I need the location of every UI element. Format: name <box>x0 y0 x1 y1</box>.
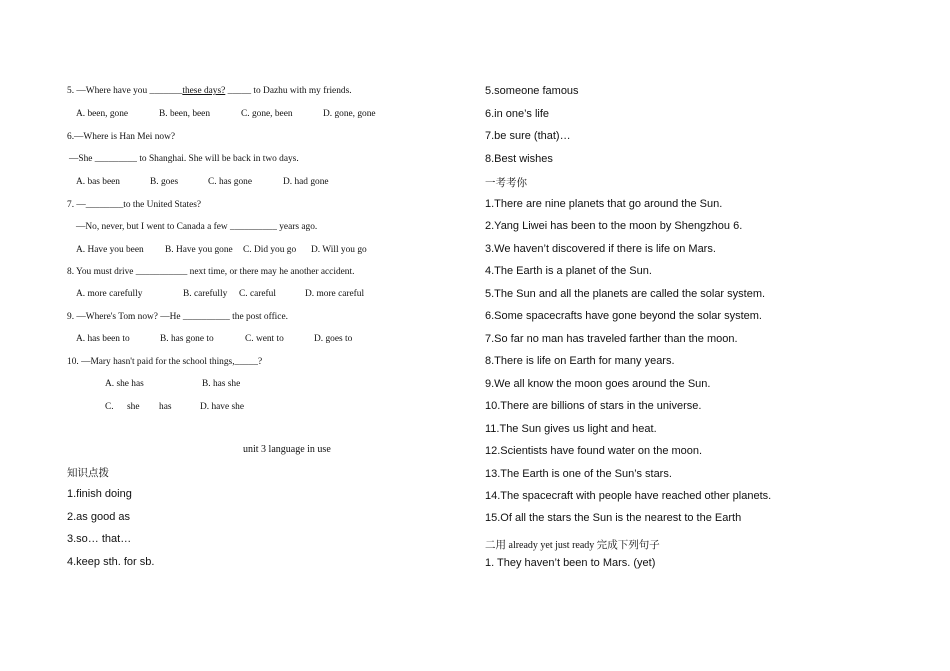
question-6-line-2: —She _________ to Shanghai. She will be back in two days. <box>69 154 299 164</box>
question-8-option-d: D. more careful <box>305 289 365 299</box>
question-5-option-d: D. gone, gone <box>323 109 376 119</box>
question-6-option-c: C. has gone <box>208 177 253 187</box>
statement-11: 11.The Sun gives us light and heat. <box>485 423 657 435</box>
point-4: 4.keep sth. for sb. <box>67 556 155 568</box>
question-5-option-b: B. been, been <box>159 109 211 119</box>
question-10-option-c-word-2: has <box>159 402 172 412</box>
statement-15: 15.Of all the stars the Sun is the nearest to the Earth <box>485 512 742 524</box>
question-8-option-a: A. more carefully <box>76 289 143 299</box>
statement-12: 12.Scientists have found water on the moon. <box>485 445 703 457</box>
unit-title: unit 3 language in use <box>243 444 331 455</box>
question-9-option-b: B. has gone to <box>160 334 214 344</box>
question-7-line-2: —No, never, but I went to Canada a few __________ years ago. <box>76 222 318 232</box>
statement-2: 2.Yang Liwei has been to the moon by Shengzhou 6. <box>485 220 743 232</box>
question-6-option-a: A. bas been <box>76 177 120 187</box>
statement-8: 8.There is life on Earth for many years. <box>485 355 675 367</box>
question-7-option-a: A. Have you been <box>76 245 144 255</box>
statement-9: 9.We all know the moon goes around the Sun. <box>485 378 711 390</box>
statement-6: 6.Some spacecrafts have gone beyond the solar system. <box>485 310 762 322</box>
exercise-item-1: 1. They haven’t been to Mars. (yet) <box>485 557 656 569</box>
point-6: 6.in one’s life <box>485 108 550 120</box>
question-9-line-1: 9. —Where's Tom now? —He __________ the post office. <box>67 312 288 322</box>
question-8-line-1: 8. You must drive ___________ next time, or there may he another accident. <box>67 267 355 277</box>
statement-4: 4.The Earth is a planet of the Sun. <box>485 265 652 277</box>
question-8-option-c: C. careful <box>239 289 276 299</box>
point-5: 5.someone famous <box>485 85 579 97</box>
point-3: 3.so… that… <box>67 533 132 545</box>
question-7-option-c: C. Did you go <box>243 245 297 255</box>
question-5-option-a: A. been, gone <box>76 109 129 119</box>
question-9-option-c: C. went to <box>245 334 284 344</box>
question-9-option-a: A. has been to <box>76 334 130 344</box>
question-6-option-d: D. had gone <box>283 177 329 187</box>
question-10-option-c-label: C. <box>105 402 114 412</box>
question-10-option-d: D. have she <box>200 402 244 412</box>
question-5-stem: 5. —Where have you _______these days? _____ to Dazhu with my friends. <box>67 86 352 96</box>
question-7-line-1: 7. —________to the United States? <box>67 200 202 210</box>
knowledge-points-heading: 知识点拨 <box>67 467 109 479</box>
statement-1: 1.There are nine planets that go around the Sun. <box>485 198 723 210</box>
point-2: 2.as good as <box>67 511 130 523</box>
question-10-option-b: B. has she <box>202 379 241 389</box>
question-10-option-a: A. she has <box>105 379 144 389</box>
question-5-option-c: C. gone, been <box>241 109 293 119</box>
question-8-option-b: B. carefully <box>183 289 228 299</box>
statement-10: 10.There are billions of stars in the universe. <box>485 400 702 412</box>
statement-3: 3.We haven’t discovered if there is life on Mars. <box>485 243 716 255</box>
statement-14: 14.The spacecraft with people have reached other planets. <box>485 490 772 502</box>
question-7-option-d: D. Will you go <box>311 245 367 255</box>
point-7: 7.be sure (that)… <box>485 130 571 142</box>
exercise-heading: 二用 already yet just ready 完成下列句子 <box>485 539 660 551</box>
statement-13: 13.The Earth is one of the Sun’s stars. <box>485 468 672 480</box>
question-10-option-c-word-1: she <box>127 402 140 412</box>
statement-7: 7.So far no man has traveled farther than the moon. <box>485 333 738 345</box>
question-7-option-b: B. Have you gone <box>165 245 233 255</box>
question-6-line-1: 6.—Where is Han Mei now? <box>67 132 176 142</box>
point-1: 1.finish doing <box>67 488 132 500</box>
question-6-option-b: B. goes <box>150 177 179 187</box>
quiz-heading: 一考考你 <box>485 177 527 189</box>
question-9-option-d: D. goes to <box>314 334 353 344</box>
statement-5: 5.The Sun and all the planets are called the solar system. <box>485 288 766 300</box>
point-8: 8.Best wishes <box>485 153 553 165</box>
question-10-line-1: 10. —Mary hasn't paid for the school things,_____? <box>67 357 263 367</box>
